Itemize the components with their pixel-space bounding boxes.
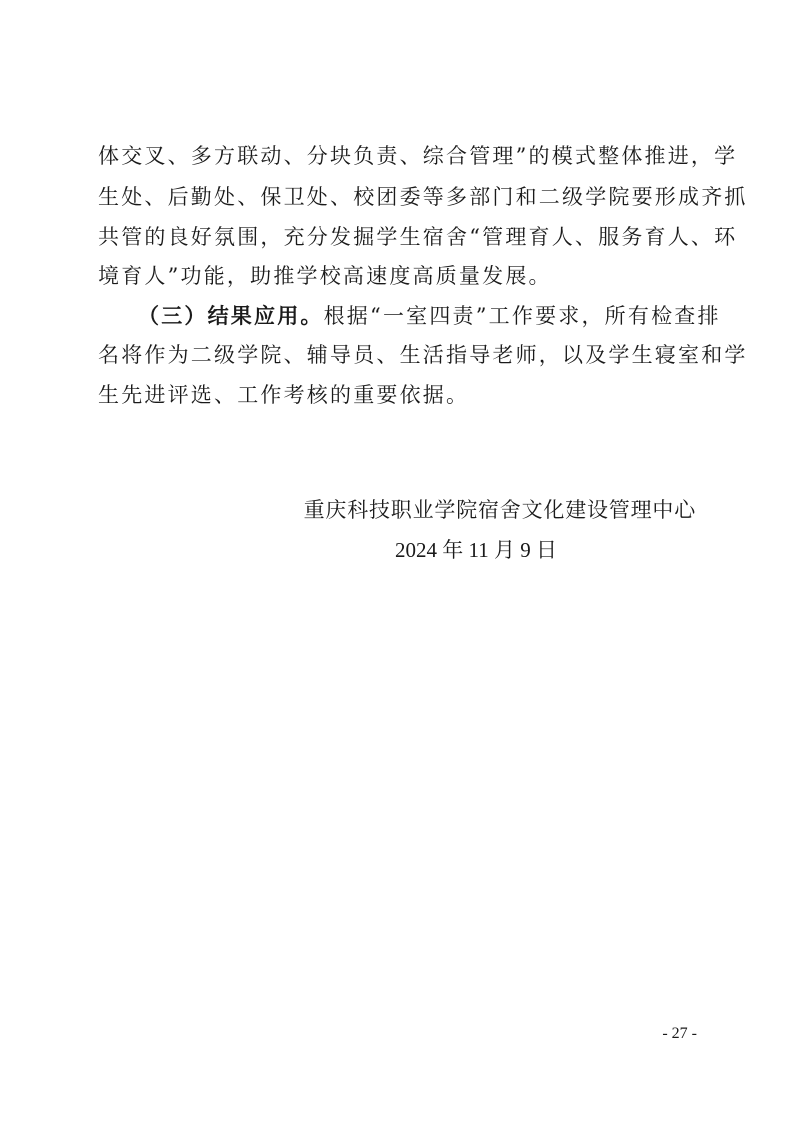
section-heading: （三）结果应用。 bbox=[138, 303, 324, 328]
page-number: - 27 - bbox=[662, 1025, 697, 1042]
paragraph-line: 生处、后勤处、保卫处、校团委等多部门和二级学院要形成齐抓 bbox=[98, 185, 748, 209]
paragraph-line: 共管的良好氛围，充分发掘学生宿舍“管理育人、服务育人、环 bbox=[98, 225, 738, 249]
section-text: 根据“一室四责”工作要求，所有检查排 bbox=[323, 304, 721, 328]
paragraph-line: 生先进评选、工作考核的重要依据。 bbox=[98, 383, 470, 407]
paragraph-line: 名将作为二级学院、辅导员、生活指导老师，以及学生寝室和学 bbox=[98, 343, 748, 367]
paragraph-line: 境育人”功能，助推学校高速度高质量发展。 bbox=[98, 264, 552, 288]
signature-date: 2024 年 11 月 9 日 bbox=[395, 538, 557, 562]
paragraph-line: 体交叉、多方联动、分块负责、综合管理”的模式整体推进，学 bbox=[98, 144, 738, 168]
section-3-first-line bbox=[138, 301, 721, 331]
signature-organization: 重庆科技职业学院宿舍文化建设管理中心 bbox=[303, 498, 696, 522]
